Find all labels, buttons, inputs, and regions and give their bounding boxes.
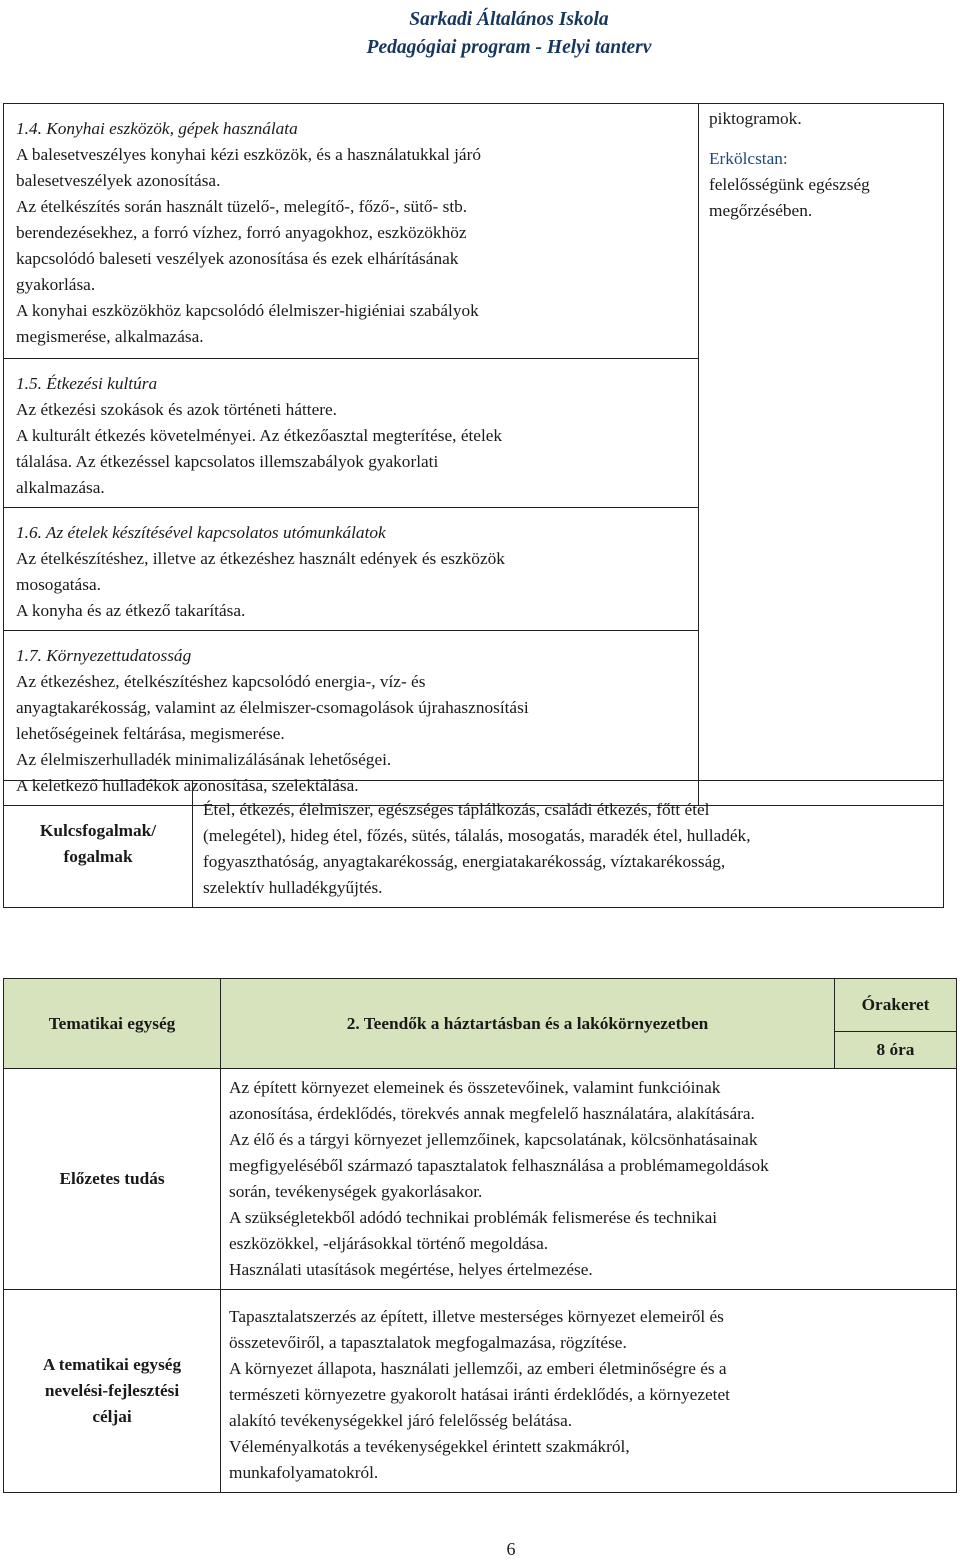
- hours-label: Órakeret: [835, 979, 956, 1032]
- text-line: A konyhai eszközökhöz kapcsolódó élelmiszer-higiéniai szabályok: [16, 301, 479, 320]
- text-line: Az ételkészítés során használt tüzelő-, melegítő-, főző-, sütő- stb.: [16, 197, 468, 216]
- text-line: tálalása. Az étkezéssel kapcsolatos illemszabályok gyakorlati: [16, 452, 439, 471]
- school-name: Sarkadi Általános Iskola: [409, 9, 609, 30]
- label-line: Kulcsfogalmak/: [39, 821, 157, 840]
- section-1-5: [4, 359, 699, 508]
- section-title: 1.5. Étkezési kultúra: [16, 374, 158, 393]
- text-line: alkalmazása.: [16, 478, 105, 497]
- text-line: kapcsolódó baleseti veszélyek azonosítása és ezek elhárításának: [16, 249, 459, 268]
- text-line: mosogatása.: [16, 575, 101, 594]
- text-line: Az ételkészítéshez, illetve az étkezéshez használt edények és eszközök: [16, 549, 505, 568]
- label-line: céljai: [92, 1407, 132, 1426]
- text-line: Használati utasítások megértése, helyes értelmezése.: [229, 1260, 593, 1279]
- text-line: összetevőiről, a tapasztalatok megfogalmazása, rögzítése.: [229, 1333, 627, 1352]
- text-line: természeti környezetre gyakorolt hatásai iránti érdeklődés, a környezetet: [229, 1385, 730, 1404]
- hours-value: 8 óra: [876, 1040, 915, 1059]
- text-line: lehetőségeinek feltárása, megismerése.: [16, 724, 285, 743]
- text-line: balesetveszélyek azonosítása.: [16, 171, 221, 190]
- text-line: A környezet állapota, használati jellemzői, az emberi életminőségre és a: [229, 1359, 727, 1378]
- text-line: A kulturált étkezés követelményei. Az étkezőasztal megterítése, ételek: [16, 426, 503, 445]
- text-line: Az étkezési szokások és azok történeti háttere.: [16, 400, 338, 419]
- label-line: fogalmak: [63, 847, 133, 866]
- text-line: Az étkezéshez, ételkészítéshez kapcsolódó energia-, víz- és: [16, 672, 426, 691]
- text-line: azonosítása, érdeklődés, törekvés annak megfelelő használatára, alakítására.: [229, 1104, 755, 1123]
- text-line: megfigyeléséből származó tapasztalatok felhasználása a problémamegoldások: [229, 1156, 769, 1175]
- text-line: berendezésekhez, a forró vízhez, forró anyagokhoz, eszközökhöz: [16, 223, 467, 242]
- prior-knowledge-text: [221, 1069, 957, 1290]
- text-line: megismerése, alkalmazása.: [16, 327, 204, 346]
- document-title: Pedagógiai program - Helyi tanterv: [366, 37, 652, 58]
- text-line: A keletkező hulladékok azonosítása, szelektálása.: [16, 776, 359, 795]
- label-line: nevelési-fejlesztési: [44, 1381, 180, 1400]
- text-line: Étel, étkezés, élelmiszer, egészséges táplálkozás, családi étkezés, főtt étel: [203, 800, 710, 819]
- section-title: 1.4. Konyhai eszközök, gépek használata: [16, 119, 298, 138]
- section-title: 1.6. Az ételek készítésével kapcsolatos utómunkálatok: [16, 523, 386, 542]
- content-table: [3, 103, 944, 806]
- text-line: gyakorlása.: [16, 275, 96, 294]
- unit-2-table: [3, 978, 957, 1493]
- text-line: munkafolyamatokról.: [229, 1463, 379, 1482]
- page-number: 6: [506, 1539, 516, 1559]
- text-line: (melegétel), hideg étel, főzés, sütés, tálalás, mosogatás, maradék étel, hulladék,: [203, 826, 751, 845]
- text-line: eszközökkel, -eljárásokkal történő megoldása.: [229, 1234, 549, 1253]
- unit-label: Tematikai egység: [4, 979, 221, 1069]
- page-header: [0, 6, 960, 62]
- label-line: A tematikai egység: [42, 1355, 182, 1374]
- text-line: A szükségletekből adódó technikai problémák felismerése és technikai: [229, 1208, 718, 1227]
- development-goals-text: [221, 1290, 957, 1493]
- prior-knowledge-label: Előzetes tudás: [4, 1069, 221, 1290]
- text-line: Az élelmiszerhulladék minimalizálásának lehetőségei.: [16, 750, 392, 769]
- development-goals-label: [4, 1290, 221, 1493]
- text-line: megőrzésében.: [709, 201, 813, 220]
- pikto-text: piktogramok.: [709, 109, 802, 128]
- key-concepts-table: [3, 780, 944, 908]
- text-line: Véleményalkotás a tevékenységekkel érintett szakmákról,: [229, 1437, 630, 1456]
- text-line: fogyaszthatóság, anyagtakarékosság, energiatakarékosság, víztakarékosság,: [203, 852, 726, 871]
- text-line: Az élő és a tárgyi környezet jellemzőinek, kapcsolatának, kölcsönhatásainak: [229, 1130, 758, 1149]
- text-line: alakító tevékenységekkel járó felelősség belátása.: [229, 1411, 573, 1430]
- subject-label: Erkölcstan:: [709, 149, 788, 168]
- key-concepts-label: [4, 781, 193, 908]
- text-line: A balesetveszélyes konyhai kézi eszközök, és a használatukkal járó: [16, 145, 481, 164]
- section-title: 1.7. Környezettudatosság: [16, 646, 192, 665]
- text-line: Tapasztalatszerzés az épített, illetve mesterséges környezet elemeiről és: [229, 1307, 724, 1326]
- text-line: anyagtakarékosság, valamint az élelmiszer-csomagolások újrahasznosítási: [16, 698, 529, 717]
- hours-cell: [835, 979, 957, 1069]
- text-line: szelektív hulladékgyűjtés.: [203, 878, 383, 897]
- key-concepts-text: [193, 781, 944, 908]
- text-line: Az épített környezet elemeinek és összetevőinek, valamint funkcióinak: [229, 1078, 721, 1097]
- unit-title: 2. Teendők a háztartásban és a lakókörnyezetben: [221, 979, 835, 1069]
- text-line: felelősségünk egészség: [709, 175, 870, 194]
- section-1-4: [4, 104, 699, 359]
- text-line: során, tevékenységek gyakorlásakor.: [229, 1182, 483, 1201]
- text-line: A konyha és az étkező takarítása.: [16, 601, 246, 620]
- cross-curricular-column: [699, 104, 944, 806]
- section-1-6: [4, 508, 699, 631]
